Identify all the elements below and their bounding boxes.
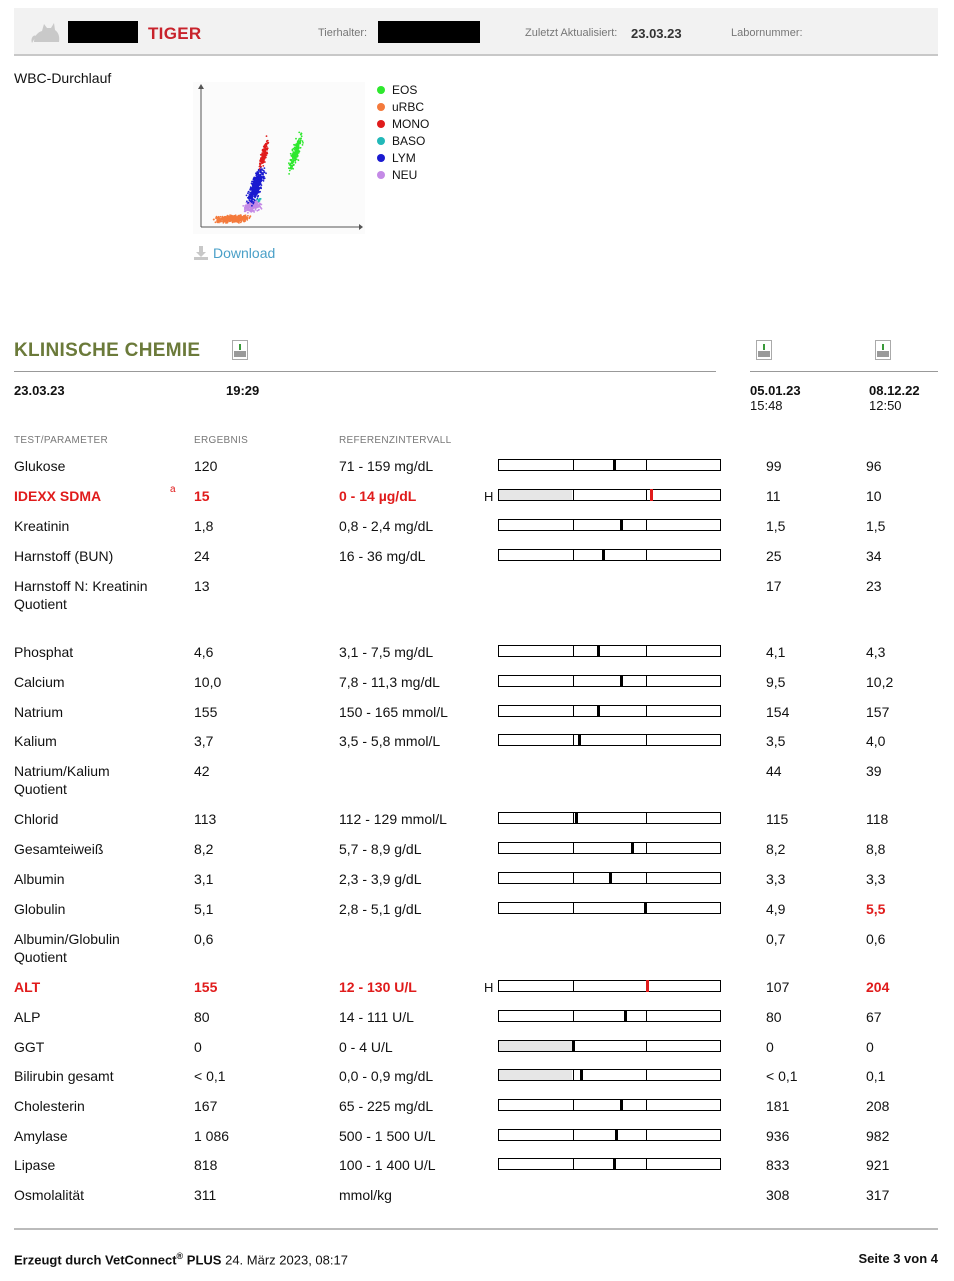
previous-result-1: 1,5 bbox=[766, 518, 786, 534]
previous-result-1: 115 bbox=[766, 811, 789, 827]
bar-divider bbox=[573, 981, 574, 991]
result-value: 4,6 bbox=[194, 644, 214, 660]
bar-divider bbox=[646, 1041, 647, 1051]
previous-result-1: 11 bbox=[766, 488, 781, 504]
test-name: Chlorid bbox=[14, 811, 59, 827]
wbc-run-label: WBC-Durchlauf bbox=[14, 70, 112, 86]
bar-value-marker bbox=[613, 459, 616, 471]
result-value: 3,7 bbox=[194, 733, 214, 749]
bar-divider bbox=[573, 520, 574, 530]
result-value: 8,2 bbox=[194, 841, 214, 857]
test-name: Osmolalität bbox=[14, 1187, 85, 1203]
reference-interval: 2,8 - 5,1 g/dL bbox=[339, 901, 422, 917]
bar-divider bbox=[646, 646, 647, 656]
previous-result-1: 0 bbox=[766, 1039, 774, 1055]
reference-range-bar bbox=[498, 842, 721, 854]
reference-interval: 0,0 - 0,9 mg/dL bbox=[339, 1068, 434, 1084]
bar-divider bbox=[573, 873, 574, 883]
previous-result-2: 118 bbox=[866, 811, 889, 827]
bar-divider bbox=[573, 676, 574, 686]
reference-range-bar bbox=[498, 519, 721, 531]
reference-range-bar bbox=[498, 1040, 721, 1052]
patient-title: TIGER bbox=[148, 24, 202, 43]
result-value: 13 bbox=[194, 578, 210, 594]
section-title: KLINISCHE CHEMIE bbox=[14, 340, 201, 361]
test-name: Cholesterin bbox=[14, 1098, 85, 1114]
wbc-scatter-plot bbox=[193, 82, 365, 234]
legend-label: NEU bbox=[392, 167, 418, 182]
reference-range-bar bbox=[498, 459, 721, 471]
legend-label: LYM bbox=[392, 150, 416, 165]
previous-result-2: 0,6 bbox=[866, 931, 886, 947]
column-header-result: ERGEBNIS bbox=[194, 435, 249, 446]
bar-divider bbox=[646, 735, 647, 745]
legend-dot-icon bbox=[377, 103, 385, 111]
reference-range-bar bbox=[498, 980, 721, 992]
reference-range-bar bbox=[498, 549, 721, 561]
download-icon bbox=[194, 246, 208, 260]
prev2-date: 08.12.22 bbox=[869, 383, 920, 398]
bar-value-marker bbox=[609, 872, 612, 884]
previous-result-2: 0 bbox=[866, 1039, 874, 1055]
previous-result-2: 208 bbox=[866, 1098, 890, 1114]
result-value: 5,1 bbox=[194, 901, 214, 917]
reference-interval: 0,8 - 2,4 mg/dL bbox=[339, 518, 434, 534]
document-icon[interactable] bbox=[232, 340, 248, 360]
reference-interval: 3,5 - 5,8 mmol/L bbox=[339, 733, 441, 749]
legend-dot-icon bbox=[377, 86, 385, 94]
previous-result-1: 80 bbox=[766, 1009, 782, 1025]
bar-value-marker bbox=[602, 549, 605, 561]
bar-value-marker bbox=[613, 1158, 616, 1170]
previous-result-1: 8,2 bbox=[766, 841, 786, 857]
bar-divider bbox=[646, 550, 647, 560]
result-value: 155 bbox=[194, 979, 218, 995]
legend-label: MONO bbox=[392, 116, 430, 131]
bar-divider bbox=[573, 1070, 574, 1080]
bar-divider bbox=[646, 873, 647, 883]
high-flag: H bbox=[484, 980, 494, 995]
bar-divider bbox=[573, 903, 574, 913]
result-value: 3,1 bbox=[194, 871, 214, 887]
legend-dot-icon bbox=[377, 171, 385, 179]
current-time: 19:29 bbox=[226, 383, 260, 398]
previous-result-2: 96 bbox=[866, 458, 882, 474]
reference-interval: 12 - 130 U/L bbox=[339, 979, 417, 995]
cat-icon bbox=[30, 16, 64, 46]
previous-result-1: 9,5 bbox=[766, 674, 786, 690]
reference-interval: 3,1 - 7,5 mg/dL bbox=[339, 644, 434, 660]
bar-divider bbox=[646, 1159, 647, 1169]
test-name: Natrium/Kalium Quotient bbox=[14, 763, 110, 797]
test-name: Amylase bbox=[14, 1128, 68, 1144]
previous-result-2: 10 bbox=[866, 488, 882, 504]
previous-result-1: 3,3 bbox=[766, 871, 786, 887]
download-link[interactable] bbox=[194, 245, 275, 261]
bar-divider bbox=[573, 1011, 574, 1021]
bar-divider bbox=[646, 1011, 647, 1021]
reference-interval: 150 - 165 mmol/L bbox=[339, 704, 448, 720]
current-date: 23.03.23 bbox=[14, 383, 65, 398]
previous-result-2: 3,3 bbox=[866, 871, 886, 887]
redacted-owner-name bbox=[378, 21, 480, 43]
bar-divider bbox=[646, 520, 647, 530]
footer-datetime: 24. März 2023, 08:17 bbox=[225, 1252, 348, 1268]
reference-range-bar bbox=[498, 675, 721, 687]
bar-shaded-region bbox=[499, 490, 572, 500]
test-name: Albumin/Globulin Quotient bbox=[14, 931, 120, 965]
reference-range-bar bbox=[498, 645, 721, 657]
bar-divider bbox=[646, 460, 647, 470]
bar-value-marker bbox=[620, 1099, 623, 1111]
previous-result-1: 17 bbox=[766, 578, 782, 594]
bar-divider bbox=[573, 735, 574, 745]
bar-divider bbox=[573, 1100, 574, 1110]
test-name: ALT bbox=[14, 979, 41, 995]
bar-value-marker bbox=[620, 519, 623, 531]
result-value: 1,8 bbox=[194, 518, 214, 534]
footer-generated-prefix: Erzeugt durch VetConnect bbox=[14, 1252, 177, 1268]
previous-result-2: 317 bbox=[866, 1187, 890, 1203]
footer-page-number: Seite 3 von 4 bbox=[858, 1251, 938, 1266]
result-value: 80 bbox=[194, 1009, 210, 1025]
lab-number-label: Labornummer: bbox=[731, 27, 803, 39]
reference-range-bar bbox=[498, 705, 721, 717]
reference-interval: 0 - 4 U/L bbox=[339, 1039, 393, 1055]
reference-interval: 71 - 159 mg/dL bbox=[339, 458, 434, 474]
previous-result-1: 0,7 bbox=[766, 931, 786, 947]
reference-range-bar bbox=[498, 1069, 721, 1081]
prev2-time: 12:50 bbox=[869, 398, 902, 413]
footer-plus: PLUS bbox=[186, 1252, 222, 1268]
previous-result-1: 308 bbox=[766, 1187, 790, 1203]
test-name: Lipase bbox=[14, 1157, 56, 1173]
test-name: Gesamteiweiß bbox=[14, 841, 104, 857]
legend-dot-icon bbox=[377, 120, 385, 128]
previous-result-1: 154 bbox=[766, 704, 790, 720]
result-value: 1 086 bbox=[194, 1128, 230, 1144]
legend-item bbox=[377, 149, 429, 166]
wbc-legend bbox=[377, 81, 429, 183]
reference-interval: 5,7 - 8,9 g/dL bbox=[339, 841, 422, 857]
bar-divider bbox=[573, 550, 574, 560]
bar-divider bbox=[646, 1130, 647, 1140]
test-name: Albumin bbox=[14, 871, 65, 887]
result-value: 24 bbox=[194, 548, 210, 564]
previous-result-2: 4,3 bbox=[866, 644, 886, 660]
previous-result-1: 99 bbox=[766, 458, 782, 474]
reference-interval: 0 - 14 µg/dL bbox=[339, 488, 417, 504]
test-name: Harnstoff N: Kreatinin Quotient bbox=[14, 578, 148, 612]
download-label: Download bbox=[213, 245, 276, 261]
bar-value-marker bbox=[631, 842, 634, 854]
test-name: Phosphat bbox=[14, 644, 74, 660]
reference-range-bar bbox=[498, 1129, 721, 1141]
result-value: < 0,1 bbox=[194, 1068, 226, 1084]
reference-range-bar bbox=[498, 1010, 721, 1022]
footer-rule bbox=[14, 1228, 938, 1230]
bar-divider bbox=[646, 1100, 647, 1110]
reference-interval: 65 - 225 mg/dL bbox=[339, 1098, 434, 1114]
legend-dot-icon bbox=[377, 154, 385, 162]
bar-value-marker bbox=[615, 1129, 618, 1141]
reference-range-bar bbox=[498, 812, 721, 824]
footnote-marker: a bbox=[170, 484, 176, 495]
bar-divider bbox=[573, 706, 574, 716]
bar-value-marker bbox=[624, 1010, 627, 1022]
bar-divider bbox=[573, 1159, 574, 1169]
reference-range-bar bbox=[498, 1099, 721, 1111]
previous-result-1: 44 bbox=[766, 763, 782, 779]
bar-value-marker bbox=[575, 812, 578, 824]
owner-label: Tierhalter: bbox=[318, 27, 368, 39]
legend-item bbox=[377, 98, 429, 115]
legend-label: BASO bbox=[392, 133, 426, 148]
bar-value-marker bbox=[620, 675, 623, 687]
previous-result-1: 4,1 bbox=[766, 644, 786, 660]
bar-value-marker bbox=[597, 645, 600, 657]
section-rule bbox=[14, 371, 716, 372]
test-name: IDEXX SDMA bbox=[14, 488, 102, 504]
reference-range-bar bbox=[498, 1158, 721, 1170]
test-name: Natrium bbox=[14, 704, 64, 720]
prev1-date: 05.01.23 bbox=[750, 383, 801, 398]
reference-range-bar bbox=[498, 734, 721, 746]
previous-result-1: 833 bbox=[766, 1157, 790, 1173]
previous-result-2: 0,1 bbox=[866, 1068, 886, 1084]
document-icon[interactable] bbox=[756, 340, 772, 360]
reference-interval: 100 - 1 400 U/L bbox=[339, 1157, 436, 1173]
bar-value-marker bbox=[597, 705, 600, 717]
result-value: 10,0 bbox=[194, 674, 222, 690]
test-name: Calcium bbox=[14, 674, 65, 690]
reference-interval: 2,3 - 3,9 g/dL bbox=[339, 871, 422, 887]
bar-divider bbox=[573, 646, 574, 656]
previous-result-2: 23 bbox=[866, 578, 882, 594]
reference-range-bar bbox=[498, 489, 721, 501]
bar-divider bbox=[573, 843, 574, 853]
previous-result-2: 204 bbox=[866, 979, 890, 995]
bar-value-marker bbox=[572, 1040, 575, 1052]
column-header-reference: REFERENZINTERVALL bbox=[339, 435, 452, 446]
column-header-test: TEST/PARAMETER bbox=[14, 435, 109, 446]
bar-divider bbox=[646, 676, 647, 686]
legend-label: EOS bbox=[392, 82, 418, 97]
reference-interval: 112 - 129 mmol/L bbox=[339, 811, 447, 827]
result-value: 0 bbox=[194, 1039, 202, 1055]
bar-shaded-region bbox=[499, 1070, 572, 1080]
test-name: Kreatinin bbox=[14, 518, 70, 534]
test-name: Harnstoff (BUN) bbox=[14, 548, 114, 564]
updated-date: 23.03.23 bbox=[631, 26, 682, 41]
legend-label: uRBC bbox=[392, 99, 425, 114]
reference-interval: 7,8 - 11,3 mg/dL bbox=[339, 674, 440, 690]
previous-result-2: 1,5 bbox=[866, 518, 886, 534]
previous-result-2: 5,5 bbox=[866, 901, 886, 917]
reference-interval: 16 - 36 mg/dL bbox=[339, 548, 426, 564]
reference-range-bar bbox=[498, 872, 721, 884]
result-value: 818 bbox=[194, 1157, 218, 1173]
bar-divider bbox=[646, 490, 647, 500]
previous-result-1: 3,5 bbox=[766, 733, 786, 749]
test-name: Bilirubin gesamt bbox=[14, 1068, 114, 1084]
previous-result-2: 67 bbox=[866, 1009, 882, 1025]
previous-result-2: 921 bbox=[866, 1157, 890, 1173]
bar-divider bbox=[646, 706, 647, 716]
previous-result-2: 8,8 bbox=[866, 841, 886, 857]
bar-divider bbox=[573, 490, 574, 500]
bar-value-marker bbox=[578, 734, 581, 746]
high-flag: H bbox=[484, 489, 494, 504]
document-icon[interactable] bbox=[875, 340, 891, 360]
footer-reg: ® bbox=[176, 1251, 184, 1261]
legend-item bbox=[377, 166, 429, 183]
reference-interval: mmol/kg bbox=[339, 1187, 392, 1203]
previous-result-1: 181 bbox=[766, 1098, 790, 1114]
bar-divider bbox=[646, 813, 647, 823]
previous-result-2: 157 bbox=[866, 704, 890, 720]
bar-value-marker bbox=[650, 489, 653, 501]
result-value: 167 bbox=[194, 1098, 218, 1114]
reference-range-bar bbox=[498, 902, 721, 914]
previous-result-2: 39 bbox=[866, 763, 882, 779]
previous-result-1: 25 bbox=[766, 548, 782, 564]
previous-result-2: 4,0 bbox=[866, 733, 886, 749]
result-value: 120 bbox=[194, 458, 218, 474]
updated-label: Zuletzt Aktualisiert: bbox=[525, 27, 618, 39]
previous-result-2: 34 bbox=[866, 548, 882, 564]
bar-shaded-region bbox=[499, 1041, 572, 1051]
previous-result-1: < 0,1 bbox=[766, 1068, 798, 1084]
prev1-time: 15:48 bbox=[750, 398, 783, 413]
bar-divider bbox=[573, 460, 574, 470]
result-value: 0,6 bbox=[194, 931, 214, 947]
reference-interval: 14 - 111 U/L bbox=[339, 1009, 414, 1025]
test-name: Kalium bbox=[14, 733, 57, 749]
section-rule-prev bbox=[750, 371, 938, 372]
result-value: 113 bbox=[194, 811, 217, 827]
footer-generated bbox=[14, 1251, 348, 1267]
bar-divider bbox=[646, 1070, 647, 1080]
test-name: Globulin bbox=[14, 901, 66, 917]
previous-result-1: 4,9 bbox=[766, 901, 786, 917]
legend-item bbox=[377, 115, 429, 132]
bar-value-marker bbox=[646, 980, 649, 992]
reference-interval: 500 - 1 500 U/L bbox=[339, 1128, 436, 1144]
test-name: Glukose bbox=[14, 458, 66, 474]
test-name: ALP bbox=[14, 1009, 41, 1025]
bar-divider bbox=[573, 813, 574, 823]
bar-divider bbox=[646, 843, 647, 853]
bar-divider bbox=[573, 1130, 574, 1140]
previous-result-2: 982 bbox=[866, 1128, 890, 1144]
legend-item bbox=[377, 81, 429, 98]
legend-item bbox=[377, 132, 429, 149]
bar-value-marker bbox=[644, 902, 647, 914]
redacted-patient-name bbox=[68, 21, 138, 43]
test-name: GGT bbox=[14, 1039, 45, 1055]
result-value: 155 bbox=[194, 704, 218, 720]
result-value: 311 bbox=[194, 1187, 217, 1203]
bar-value-marker bbox=[580, 1069, 583, 1081]
previous-result-1: 107 bbox=[766, 979, 790, 995]
previous-result-2: 10,2 bbox=[866, 674, 894, 690]
result-value: 42 bbox=[194, 763, 210, 779]
previous-result-1: 936 bbox=[766, 1128, 790, 1144]
legend-dot-icon bbox=[377, 137, 385, 145]
result-value: 15 bbox=[194, 488, 210, 504]
